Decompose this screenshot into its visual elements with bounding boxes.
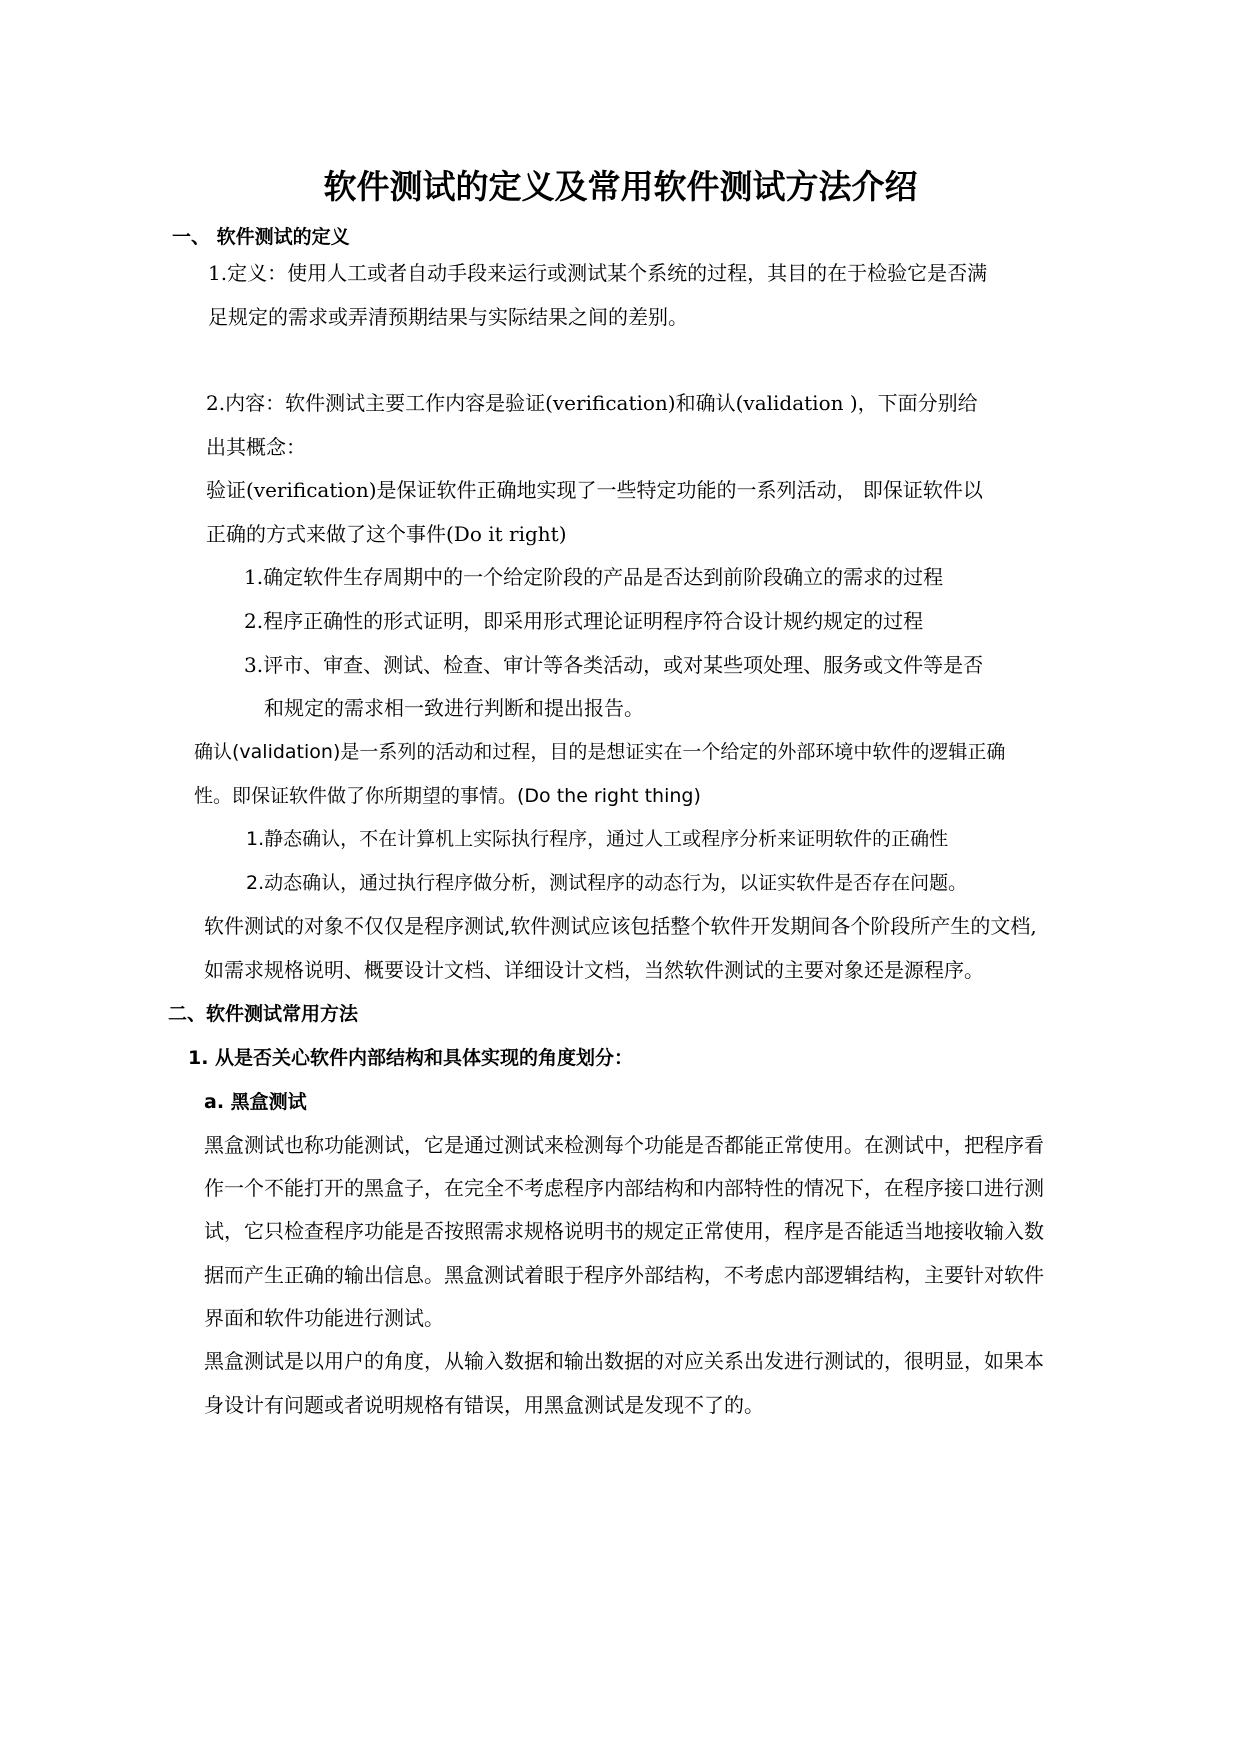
section-heading-methods: 二、软件测试常用方法 bbox=[168, 1003, 359, 1025]
verification-line-1: 验证(verification)是保证软件正确地实现了一些特定功能的一系列活动， 即保证软件以 bbox=[206, 478, 983, 502]
validation-line-2: 性。即保证软件做了你所期望的事情。(Do the right thing) bbox=[194, 785, 701, 807]
verification-item-1: 1.确定软件生存周期中的一个给定阶段的产品是否达到前阶段确立的需求的过程 bbox=[244, 565, 944, 589]
blackbox-para1-line-5: 界面和软件功能进行测试。 bbox=[204, 1306, 444, 1330]
subsection-heading-structure: 1. 从是否关心软件内部结构和具体实现的角度划分： bbox=[188, 1047, 634, 1069]
blackbox-para1-line-3: 试，它只检查程序功能是否按照需求规格说明书的规定正常使用，程序是否能适当地接收输入数 bbox=[204, 1219, 1044, 1243]
validation-item-2: 2.动态确认，通过执行程序做分析，测试程序的动态行为，以证实软件是否存在问题。 bbox=[246, 872, 968, 894]
section-heading-definition: 一、 软件测试的定义 bbox=[172, 226, 350, 248]
definition-line-2: 足规定的需求或弄清预期结果与实际结果之间的差别。 bbox=[208, 305, 688, 329]
verification-item-2: 2.程序正确性的形式证明，即采用形式理论证明程序符合设计规约规定的过程 bbox=[244, 609, 924, 633]
subsection-heading-blackbox: a. 黑盒测试 bbox=[204, 1091, 307, 1113]
blackbox-para1-line-1: 黑盒测试也称功能测试，它是通过测试来检测每个功能是否都能正常使用。在测试中，把程序看 bbox=[204, 1133, 1044, 1157]
blackbox-para1-line-4: 据而产生正确的输出信息。黑盒测试着眼于程序外部结构，不考虑内部逻辑结构，主要针对软件 bbox=[204, 1263, 1044, 1287]
blackbox-para2-line-1: 黑盒测试是以用户的角度，从输入数据和输出数据的对应关系出发进行测试的，很明显，如果本 bbox=[204, 1349, 1044, 1373]
blackbox-para2-line-2: 身设计有问题或者说明规格有错误，用黑盒测试是发现不了的。 bbox=[204, 1393, 764, 1417]
verification-line-2: 正确的方式来做了这个事件(Do it right) bbox=[206, 522, 567, 546]
validation-item-1: 1.静态确认，不在计算机上实际执行程序，通过人工或程序分析来证明软件的正确性 bbox=[246, 828, 949, 850]
validation-line-1: 确认(validation)是一系列的活动和过程，目的是想证实在一个给定的外部环境中软件的逻辑正确 bbox=[194, 741, 1006, 763]
definition-line-1: 1.定义：使用人工或者自动手段来运行或测试某个系统的过程，其目的在于检验它是否满 bbox=[208, 261, 988, 285]
content-line-1: 2.内容：软件测试主要工作内容是验证(verification)和确认(validation )，下面分别给 bbox=[206, 391, 978, 415]
object-line-2: 如需求规格说明、概要设计文档、详细设计文档，当然软件测试的主要对象还是源程序。 bbox=[204, 958, 984, 982]
verification-item-3: 3.评市、审查、测试、检查、审计等各类活动，或对某些项处理、服务或文件等是否 bbox=[244, 653, 984, 677]
object-line-1: 软件测试的对象不仅仅是程序测试,软件测试应该包括整个软件开发期间各个阶段所产生的文档, bbox=[204, 914, 1037, 938]
blackbox-para1-line-2: 作一个不能打开的黑盒子，在完全不考虑程序内部结构和内部特性的情况下，在程序接口进行测 bbox=[204, 1176, 1044, 1200]
page-title: 软件测试的定义及常用软件测试方法介绍 bbox=[323, 167, 918, 206]
verification-item-3-cont: 和规定的需求相一致进行判断和提出报告。 bbox=[264, 696, 644, 720]
content-line-2: 出其概念： bbox=[206, 435, 306, 459]
